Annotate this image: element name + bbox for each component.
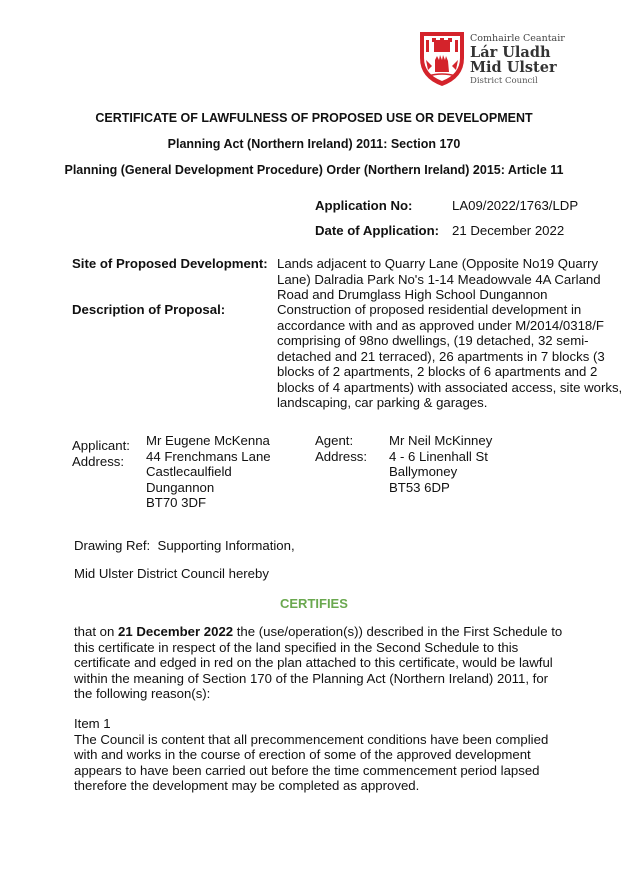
proposal-line: accordance with and as approved under M/2014/0318/F (277, 317, 604, 333)
item-line: with and works in the course of erection of some of the approved development (74, 747, 531, 762)
site-line: Lands adjacent to Quarry Lane (Opposite No19 Quarry (277, 256, 599, 271)
applicant-details (146, 433, 271, 511)
body-line (74, 624, 562, 640)
agent-label: Agent: (315, 433, 354, 448)
body-intro-rest: the (use/operation(s)) described in the First Schedule to (233, 624, 563, 639)
site-line: Road and Drumglass High School Dungannon (277, 287, 548, 302)
council-name-english: Mid Ulster (470, 59, 557, 76)
proposal-line: blocks of 4 apartments) with associated access, site works, (277, 379, 623, 395)
certifies-heading: CERTIFIES (280, 596, 348, 611)
applicant-address-line: Castlecaulfield (146, 464, 232, 479)
council-shield-icon (418, 28, 466, 88)
council-name-suffix: District Council (470, 75, 538, 86)
applicant-labels (72, 438, 130, 469)
council-statement: Mid Ulster District Council hereby (74, 566, 269, 581)
proposal-label: Description of Proposal: (72, 302, 226, 317)
agent-postcode: BT53 6DP (389, 479, 450, 495)
applicant-address-line: Dungannon (146, 479, 215, 495)
council-logo (418, 28, 466, 91)
council-name-irish-prefix: Comhairle Ceantair (470, 33, 565, 44)
applicant-postcode: BT70 3DF (146, 495, 207, 510)
application-date: 21 December 2022 (452, 223, 565, 238)
applicant-address-label: Address: (72, 453, 125, 469)
certificate-title: CERTIFICATE OF LAWFULNESS OF PROPOSED USE OR DEVELOPMENT (95, 111, 533, 125)
order-heading: Planning (General Development Procedure) Order (Northern Ireland) 2015: Article 11 (64, 163, 564, 177)
site-description (277, 256, 601, 303)
body-intro-prefix: that on (74, 624, 118, 639)
item-title: Item 1 (74, 716, 111, 731)
body-line: the following reason(s): (74, 686, 211, 701)
applicant-label: Applicant: (72, 438, 130, 453)
agent-labels (315, 433, 367, 464)
proposal-description (277, 302, 622, 411)
site-line: Lane) Dalradia Park No's 1-14 Meadowvale 4A Carland (277, 271, 601, 287)
proposal-line: comprising of 98no dwellings, (19 detached, 32 semi- (277, 333, 589, 348)
agent-details (389, 433, 492, 495)
drawing-ref: Drawing Ref: Supporting Information, (74, 538, 295, 553)
body-line: within the meaning of Section 170 of the Planning Act (Northern Ireland) 2011, for (74, 670, 549, 686)
agent-address-label: Address: (315, 448, 368, 464)
applicant-address-line: 44 Frenchmans Lane (146, 448, 271, 464)
application-number: LA09/2022/1763/LDP (452, 198, 579, 213)
reason-item (74, 716, 548, 794)
agent-name: Mr Neil McKinney (389, 433, 493, 448)
item-line: The Council is content that all precommencement conditions have been complied (74, 731, 549, 747)
act-heading: Planning Act (Northern Ireland) 2011: Section 170 (167, 137, 461, 151)
body-line: certificate and edged in red on the plan attached to this certificate, would be lawful (74, 655, 553, 670)
council-name-irish: Lár Uladh (470, 43, 551, 61)
application-number-label: Application No: (315, 198, 413, 213)
proposal-line: Construction of proposed residential development in (277, 302, 582, 317)
certificate-body (74, 624, 562, 702)
council-name (470, 34, 565, 85)
agent-address-line: 4 - 6 Linenhall St (389, 448, 488, 464)
proposal-line: detached and 21 terraced), 26 apartments in 7 blocks (3 (277, 348, 605, 364)
item-line: appears to have been carried out before the time commencement period lapsed (74, 762, 540, 778)
applicant-name: Mr Eugene McKenna (146, 433, 270, 448)
proposal-line: landscaping, car parking & garages. (277, 395, 488, 410)
body-date: 21 December 2022 (118, 624, 234, 639)
item-line: therefore the development may be completed as approved. (74, 778, 420, 793)
application-date-label: Date of Application: (315, 223, 440, 238)
agent-address-line: Ballymoney (389, 464, 458, 479)
site-label: Site of Proposed Development: (72, 256, 268, 271)
proposal-line: blocks of 2 apartments, 2 blocks of 6 apartments and 2 (277, 364, 598, 379)
body-line: this certificate in respect of the land specified in the Second Schedule to this (74, 639, 519, 655)
